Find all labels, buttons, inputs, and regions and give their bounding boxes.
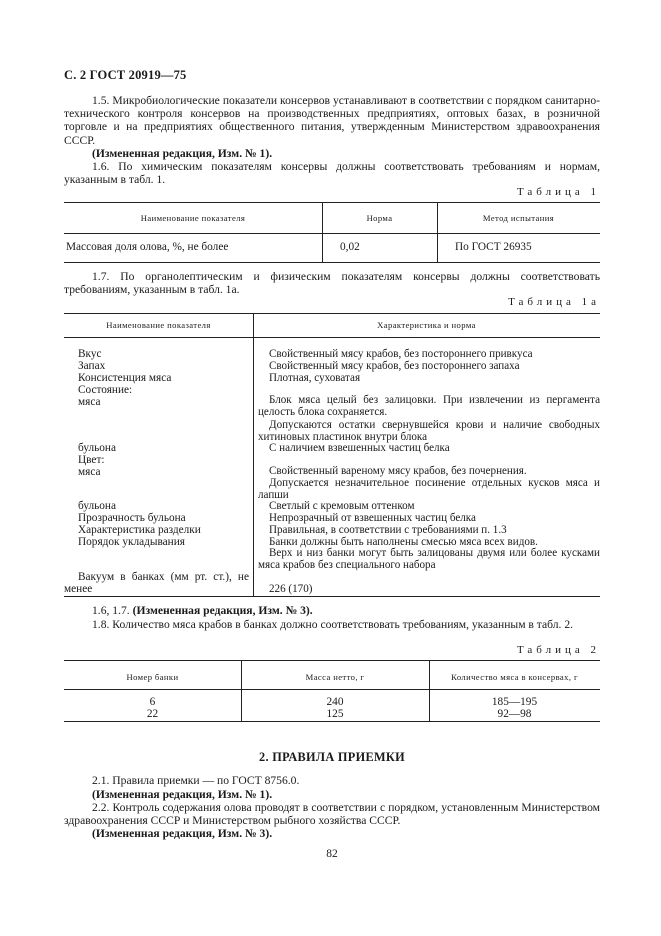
table-cell: хитиновых пластинок внутри блока — [258, 431, 428, 443]
table-1-divider — [437, 202, 438, 262]
table-cell: Плотная, суховатая — [269, 372, 361, 384]
table-2-top-rule — [64, 660, 600, 661]
table-1-bottom-rule — [64, 262, 600, 263]
table-cell: 185—195 — [491, 696, 538, 708]
table-cell: Допускается незначительное посинение отдельных кусков мяса и — [269, 477, 600, 489]
table-cell: 0,02 — [340, 241, 360, 253]
table-cell: Свойственный вареному мясу крабов, без почернения. — [269, 465, 527, 477]
amendment-note: 1.6, 1.7. (Измененная редакция, Изм. № 3). — [92, 604, 313, 617]
amendment-note: (Измененная редакция, Изм. № 1). — [92, 147, 273, 160]
section-heading: 2. ПРАВИЛА ПРИЕМКИ — [259, 750, 405, 764]
table-cell: 226 (170) — [269, 583, 313, 595]
paragraph-1-5: 1.5. Микробиологические показатели консервов устанавливают в соответствии с порядком санитарно-технического контроля консервов на производственных предприятиях, оптовых базах, в розничной торговле и на предприятиях общественного питания, утвержденным Министерством здравоохранения СССР. — [64, 94, 600, 147]
table-1a-divider — [253, 313, 254, 596]
table-cell: менее — [64, 583, 93, 595]
table-1-header-norm: Норма — [366, 213, 393, 223]
table-1-divider — [322, 202, 323, 262]
table-cell: мяса — [78, 396, 101, 408]
table-2-bottom-rule — [64, 721, 600, 722]
table-cell: Правильная, в соответствии с требованиями п. 1.3 — [269, 524, 507, 536]
table-cell: Непрозрачный от взвешенных частиц белка — [269, 512, 476, 524]
page-header: С. 2 ГОСТ 20919—75 — [64, 68, 187, 82]
table-1-top-rule — [64, 202, 600, 203]
table-cell: Банки должны быть наполнены смесью мяса всех видов. — [269, 536, 538, 548]
table-cell: Порядок укладывания — [78, 536, 185, 548]
table-1-header-method: Метод испытания — [482, 213, 555, 223]
table-cell: Свойственный мясу крабов, без постороннего запаха — [269, 360, 520, 372]
table-cell: Верх и низ банки могут быть залицованы двумя или более кусками — [269, 547, 600, 559]
table-2-header-number: Номер банки — [126, 672, 179, 682]
table-2-header-rule — [64, 689, 600, 690]
table-cell: бульона — [78, 500, 116, 512]
table-cell: мяса крабов без специального набора — [258, 559, 436, 571]
table-2-caption: Таблица 2 — [516, 644, 600, 656]
table-1-header-name: Наименование показателя — [140, 213, 246, 223]
table-2-header-mass: Масса нетто, г — [305, 672, 365, 682]
paragraph-2-2: 2.2. Контроль содержания олова проводят в соответствии с порядком, установленным Министерством здравоохранения СССР и Министерством рыбного хозяйства СССР. — [64, 801, 600, 828]
table-cell: Прозрачность бульона — [78, 512, 186, 524]
amendment-note: (Измененная редакция, Изм. № 1). — [92, 788, 273, 801]
paragraph-1-8: 1.8. Количество мяса крабов в банках должно соответствовать требованиям, указанным в табл. 2. — [92, 618, 574, 631]
table-cell: Массовая доля олова, %, не более — [66, 241, 229, 253]
table-cell: Допускаются остатки свернувшейся крови и наличие свободных — [269, 419, 600, 431]
table-1a-bottom-rule — [64, 596, 600, 597]
table-cell: 92—98 — [497, 708, 532, 720]
table-cell: С наличием взвешенных частиц белка — [269, 442, 450, 454]
paragraph-1-6: 1.6. По химическим показателям консервы должны соответствовать требованиям и нормам, указанным в табл. 1. — [64, 160, 600, 187]
paragraph-1-7: 1.7. По органолептическим и физическим показателям консервы должны соответствовать требованиям, указанным в табл. 1а. — [64, 270, 600, 297]
table-cell: 22 — [146, 708, 159, 720]
table-cell: Блок мяса целый без залицовки. При извлечении из пергамента — [269, 394, 600, 406]
table-cell: 6 — [149, 696, 156, 708]
table-1a-header-name: Наименование показателя — [106, 320, 211, 330]
table-1-header-rule — [64, 233, 600, 234]
table-1a-top-rule — [64, 313, 600, 314]
table-cell: По ГОСТ 26935 — [455, 241, 532, 253]
paragraph-2-1: 2.1. Правила приемки — по ГОСТ 8756.0. — [92, 774, 300, 787]
table-cell: Свойственный мясу крабов, без постороннего привкуса — [269, 348, 533, 360]
table-cell: Вакуум в банках (мм рт. ст.), не — [78, 571, 249, 583]
table-cell: Цвет: — [78, 454, 105, 466]
table-cell: Характеристика разделки — [78, 524, 201, 536]
table-cell: бульона — [78, 442, 116, 454]
table-cell: Консистенция мяса — [78, 372, 172, 384]
page-number: 82 — [326, 848, 338, 860]
table-1a-header-char: Характеристика и норма — [377, 320, 476, 330]
table-cell: 125 — [326, 708, 344, 720]
table-cell: Состояние: — [78, 384, 133, 396]
table-cell: Вкус — [78, 348, 102, 360]
table-cell: мяса — [78, 466, 101, 478]
table-cell: лапши — [258, 489, 289, 501]
table-1-caption: Таблица 1 — [516, 186, 600, 198]
table-cell: Светлый с кремовым оттенком — [269, 500, 415, 512]
table-cell: целость блока сохраняется. — [258, 406, 388, 418]
table-cell: Запах — [78, 360, 106, 372]
table-2-header-quantity: Количество мяса в консервах, г — [451, 672, 578, 682]
table-cell: 240 — [326, 696, 344, 708]
table-1a-header-rule — [64, 337, 600, 338]
table-1a-caption: Таблица 1а — [508, 296, 600, 308]
amendment-note: (Измененная редакция, Изм. № 3). — [92, 827, 273, 840]
